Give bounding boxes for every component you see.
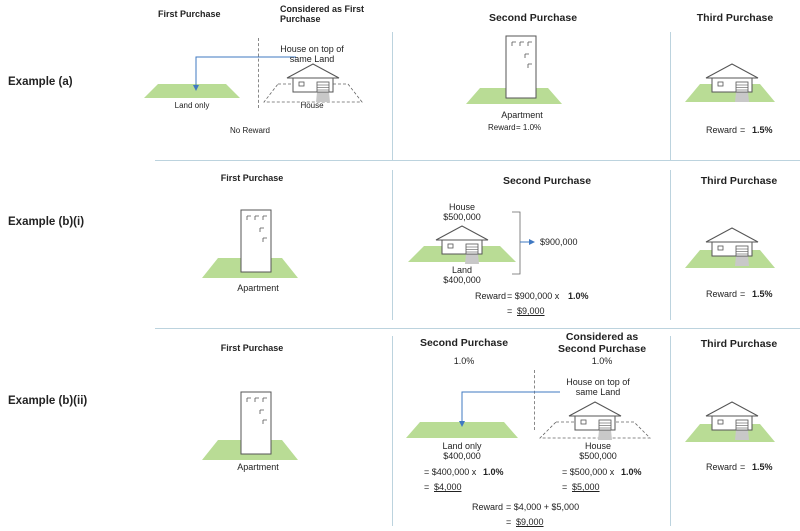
b2-house-calc-result: $5,000: [572, 482, 600, 492]
arrow-b2: [462, 392, 560, 426]
bracket-b1: [512, 212, 520, 274]
ground-land-a: [144, 84, 240, 98]
b2-house-note-2: same Land: [575, 387, 621, 397]
a-house-note-1: House on top of: [280, 44, 344, 54]
example-a-label: Example (a): [8, 76, 73, 88]
b2-third-reward-label: Reward: [706, 462, 738, 472]
b2-land-calc-eq2: =: [424, 482, 430, 492]
b2-house-calc-eq2: =: [562, 482, 568, 492]
b1-third-reward-label: Reward: [706, 289, 738, 299]
b1-reward-label: Reward: [475, 291, 507, 301]
b1-third-purchase-header: Third Purchase: [700, 175, 778, 187]
b2-total-eq2: =: [506, 517, 512, 527]
a-second-purchase-header: Second Purchase: [488, 12, 578, 24]
b2-considered-header-2: Second Purchase: [557, 343, 647, 355]
a-house-note-2: same Land: [289, 54, 335, 64]
a-apartment-label: Apartment: [501, 110, 543, 120]
b1-total: $900,000: [540, 237, 578, 247]
b2-total-eq: = $4,000 + $5,000: [506, 502, 580, 512]
b1-third-reward-value: 1.5%: [752, 289, 773, 299]
b2-considered-header-1: Considered as: [565, 331, 639, 343]
b2-third-reward-eq: =: [740, 462, 746, 472]
b2-considered-rate: 1.0%: [591, 356, 613, 366]
a-considered-header-1: Considered as First: [280, 4, 365, 14]
b2-second-purchase-header: Second Purchase: [419, 337, 509, 349]
b2-total-label: Reward: [472, 502, 504, 512]
b2-land-calc-result: $4,000: [434, 482, 462, 492]
a-first-purchase-header: First Purchase: [158, 9, 221, 19]
b1-land-price: $400,000: [443, 275, 481, 285]
b2-third-purchase-header: Third Purchase: [700, 338, 778, 350]
a-no-reward: No Reward: [229, 126, 271, 135]
b2-land-only-label: Land only: [442, 441, 482, 451]
a-third-reward-eq: =: [740, 125, 746, 135]
b1-reward-result: $9,000: [517, 306, 545, 316]
a-house-label: House: [300, 101, 324, 110]
b2-total-result: $9,000: [516, 517, 544, 527]
b2-first-purchase-header: First Purchase: [220, 343, 284, 353]
b2-second-rate: 1.0%: [453, 356, 475, 366]
b2-third-reward-value: 1.5%: [752, 462, 773, 472]
b2-house-calc-rate: 1.0%: [621, 467, 642, 477]
b2-house-calc-eq: = $500,000 x: [562, 467, 615, 477]
b2-land-calc-eq: = $400,000 x: [424, 467, 477, 477]
b1-third-reward-eq: =: [740, 289, 746, 299]
a-third-reward-value: 1.5%: [752, 125, 773, 135]
example-b2-label: Example (b)(ii): [8, 395, 88, 407]
b1-second-purchase-header: Second Purchase: [502, 175, 592, 187]
b1-first-purchase-header: First Purchase: [220, 173, 284, 183]
b1-reward-rate: 1.0%: [568, 291, 589, 301]
a-considered-header-2: Purchase: [280, 14, 321, 24]
b1-apartment-label: Apartment: [237, 283, 279, 293]
a-reward-value: = 1.0%: [516, 123, 542, 132]
b1-land-label: Land: [451, 265, 473, 275]
b2-apartment-label: Apartment: [237, 462, 279, 472]
a-reward-label: Reward: [488, 123, 516, 132]
b2-land-price: $400,000: [443, 451, 481, 461]
a-third-purchase-header: Third Purchase: [696, 12, 774, 24]
a-land-only-label: Land only: [174, 101, 210, 110]
b2-house-price: $500,000: [579, 451, 617, 461]
b1-house-label: House: [448, 202, 476, 212]
b1-reward-eq: = $900,000 x: [507, 291, 560, 301]
b2-land-calc-rate: 1.0%: [483, 467, 504, 477]
b2-house-label: House: [584, 441, 612, 451]
b1-reward-eq2: =: [507, 306, 513, 316]
b2-house-note-1: House on top of: [566, 377, 630, 387]
example-b1-label: Example (b)(i): [8, 216, 85, 228]
a-third-reward-label: Reward: [706, 125, 738, 135]
b1-house-price: $500,000: [443, 212, 481, 222]
